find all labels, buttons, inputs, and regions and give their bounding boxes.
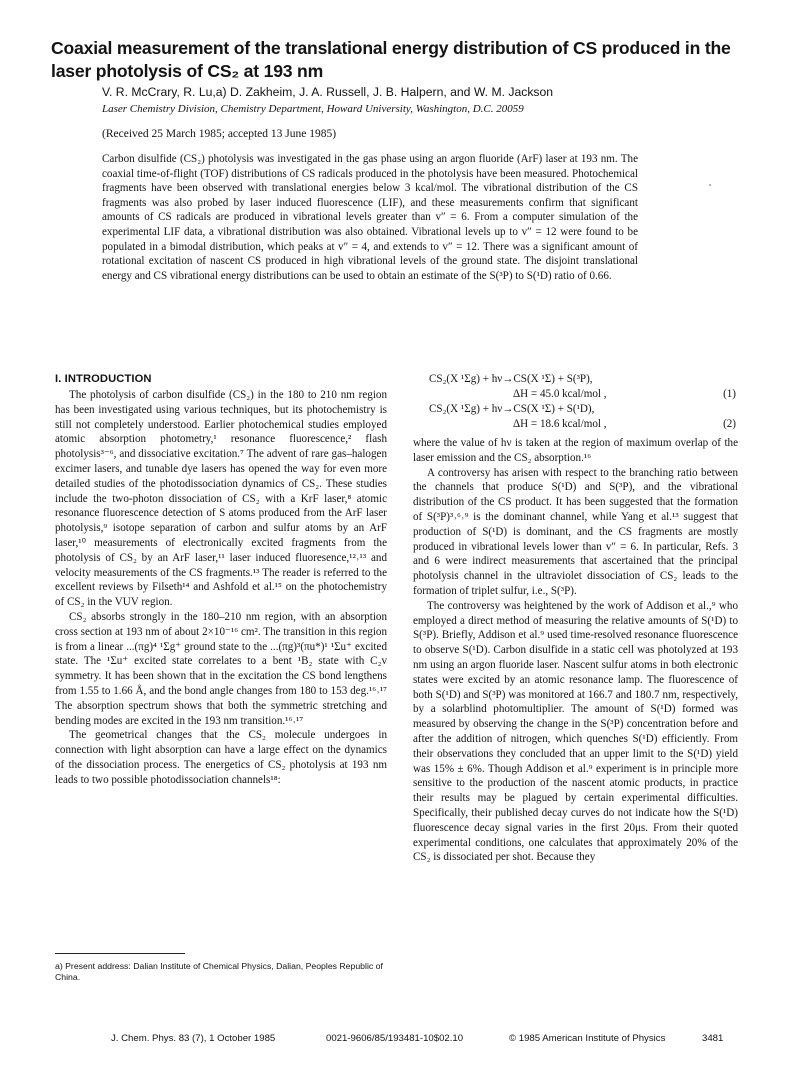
equation-2-number: (2)	[723, 418, 736, 430]
footnote: a) Present address: Dalian Institute of Chemical Physics, Dalian, Peoples Republic of China.	[55, 961, 383, 982]
footer-copyright: © 1985 American Institute of Physics	[509, 1033, 666, 1044]
equation-1-expression: CS₂(X ¹Σg) + hν→CS(X ¹Σ) + S(³P),	[429, 373, 593, 385]
equation-2-expression: CS₂(X ¹Σg) + hν→CS(X ¹Σ) + S(¹D),	[429, 403, 595, 415]
paragraph: The photolysis of carbon disulfide (CS₂) in the 180 to 210 nm region has been investigated using various techniques, but its photochemistry is still not completely understood. Earlier photochemical studies employed atomic absorption photometry,¹ resonance fluorescence,² flash photolysis³⁻⁶, and dissociative excitation.⁷ The advent of rare gas–halogen excimer lasers, and tunable dye lasers has opened the way for even more detailed studies of the photodissociation dynamics of CS₂. These studies include the two-photon dissociation of CS₂ with a KrF laser,⁸ atomic resonance fluorescence detection of S atoms produced from the ArF laser photolysis,⁹ isotope separation of carbon and sulfur atoms by an ArF laser,¹⁰ measurements of electronically excited fragments from the photolysis of CS₂ by an ArF laser,¹¹ laser induced fluoresence,¹²˒¹³ and velocity measurements of the CS fragments.¹³ The reader is referred to the excellent reviews by Filseth¹⁴ and Ashfold et al.¹⁵ on the photochemistry of CS₂ in the VUV region.	[55, 389, 387, 609]
paragraph: CS₂ absorbs strongly in the 180–210 nm region, with an absorption cross section at 193 nm of about 2×10⁻¹⁶ cm². The transition in this region is from a linear ...(πg)⁴ ¹Σg⁺ ground state to the ...(πg)³(πu*)¹ ¹Σu⁺ excited state. The ¹Σu⁺ excited state correlates to a bent ¹B₂ state with C₂v symmetry. It has been shown that in the excitation the CS bond lengthens from 1.55 to 1.66 Å, and the bond angle changes from 180 to 153 deg.¹⁶˒¹⁷ The absorption spectrum shows that both the symmetric stretching and bending modes are excited in the 193 nm transition.¹⁶˒¹⁷	[55, 610, 387, 727]
equation-line	[413, 387, 738, 402]
affiliation: Laser Chemistry Division, Chemistry Department, Howard University, Washington, D.C. 20059	[102, 103, 524, 115]
page-number: 3481	[702, 1033, 724, 1044]
footer-code: 0021-9606/85/193481-10$02.10	[326, 1033, 464, 1044]
article-title: Coaxial measurement of the translational energy distribution of CS produced in the laser photolysis of CS₂ at 193 nm	[51, 38, 731, 81]
equation-line	[413, 417, 738, 432]
equation-block	[413, 372, 738, 432]
equation-2-enthalpy: ΔH = 18.6 kcal/mol ,	[513, 418, 607, 430]
equation-line	[413, 402, 738, 417]
paragraph: A controversy has arisen with respect to the branching ratio between the channels that produce S(¹D) and S(³P), and the vibrational distribution of the CS product. It has been suggested that the formation of S(³P)³˒⁶˒⁹ is the dominant channel, while Yang et al.¹³ suggest that production of S(¹D) is dominant, and the CS fragments are mostly produced in vibrational levels lower than v″ = 6. In particular, Refs. 3 and 6 were indirect measurements that ascertained that the principal photolysis channel in the ultraviolet dissociation of CS₂ leads to the formation of triplet sulfur, i.e., S(³P).	[413, 466, 738, 597]
paragraph: The controversy was heightened by the work of Addison et al.,⁹ who employed a direct method of measuring the relative amounts of S(¹D) to S(³P). Briefly, Addison et al.⁹ used time-resolved resonance fluorescence to observe S(¹D). Carbon disulfide in a static cell was photolyzed at 193 nm using an argon fluoride laser. Nascent sulfur atoms in both electronic states were excited by an atomic resonance lamp. The fluorescence of both S(¹D) and S(³P) was monitored at 166.7 and 180.7 nm, respectively, by a solarblind photomultiplier. The amount of S(¹D) formed was measured by observing the change in the S(³P) concentration before and after the addition of nitrogen, which quenches S(¹D) efficiently. From their observations they concluded that an upper limit to the S(¹D) yield was 15% ± 6%. Though Addison et al.⁹ experiment is in principle more sensitive to the production of the nascent atomic products, in practice their results may be plagued by certain experimental difficulties. Specifically, their published decay curves do not indicate how the S(¹D) fluorescence decay signal varies in the first 20μs. From their quoted experimental conditions, one calculates that approximately 20% of the CS₂ is dissociated per shot. Because they	[413, 599, 738, 864]
equation-line	[413, 372, 738, 387]
paragraph: The geometrical changes that the CS₂ molecule undergoes in connection with light absorption can have a large effect on the dynamics of the dissociation process. The energetics of CS₂ photolysis at 193 nm leads to two possible photodissociation channels¹⁸:	[55, 729, 387, 786]
paragraph: where the value of hν is taken at the region of maximum overlap of the laser emission and the CS₂ absorption.¹⁶	[413, 437, 738, 464]
scan-speck	[709, 184, 711, 186]
received-dates: (Received 25 March 1985; accepted 13 June 1985)	[102, 128, 337, 140]
equation-1-enthalpy: ΔH = 45.0 kcal/mol ,	[513, 388, 607, 400]
equation-1-number: (1)	[723, 388, 736, 400]
author-list: V. R. McCrary, R. Lu,a) D. Zakheim, J. A. Russell, J. B. Halpern, and W. M. Jackson	[102, 85, 554, 99]
abstract: Carbon disulfide (CS₂) photolysis was investigated in the gas phase using an argon fluoride (ArF) laser at 193 nm. The coaxial time-of-flight (TOF) distributions of CS radicals produced in the photolysis have been measured. Photochemical fragments have been observed with translational energies below 3 kcal/mol. The vibrational distribution of the CS fragments was also probed by laser induced fluorescence (LIF), and these measurements confirm that significant amounts of CS radicals are produced in vibrational levels greater than v″ = 6. From a computer simulation of the experimental LIF data, a vibrational distribution was also obtained. Vibrational levels up to v″ = 12 were found to be populated in a bimodal distribution, which peaks at v″ = 4, and extends to v″ = 12. There was a significant amount of rotational excitation of nascent CS produced in high vibrational levels of the ground state. The disjoint translational energy and CS vibrational energy distributions can be used to obtain an estimate of the S(³P) to S(¹D) ratio of 0.66.	[102, 153, 638, 282]
section-heading: I. INTRODUCTION	[55, 373, 152, 385]
right-column	[413, 372, 738, 865]
footer-journal: J. Chem. Phys. 83 (7), 1 October 1985	[111, 1033, 276, 1044]
footnote-divider	[55, 953, 185, 954]
left-column	[55, 372, 387, 788]
